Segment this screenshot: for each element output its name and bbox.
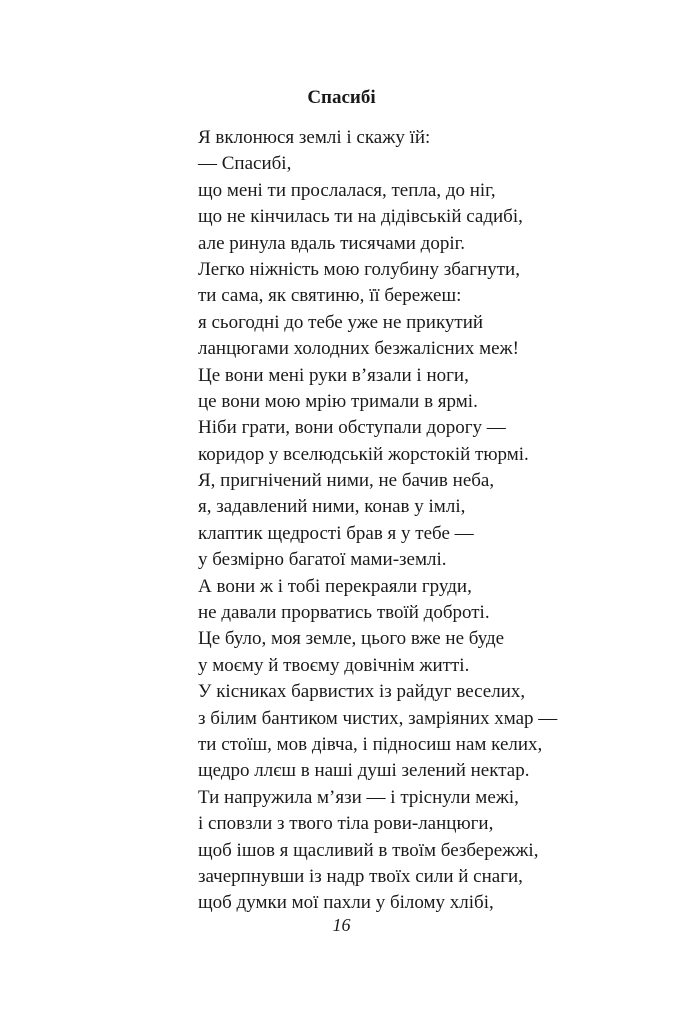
poem-line: щедро ллєш в наші душі зелений нектар. <box>198 760 530 782</box>
poem-line: Ти напружила м’язи — і тріснули межі, <box>198 786 519 808</box>
poem-line: що не кінчилась ти на дідівській садибі, <box>198 206 523 228</box>
poem-line: клаптик щедрості брав я у тебе — <box>198 522 474 544</box>
poem-line: ти сама, як святиню, її бережеш: <box>198 285 462 307</box>
poem-line: зачерпнувши із надр твоїх сили й снаги, <box>198 865 523 887</box>
poem-line: ти стоїш, мов дівча, і підносиш нам келих, <box>198 733 543 755</box>
poem-line: — Спасибі, <box>198 153 292 175</box>
page-number: 16 <box>332 915 351 935</box>
poem-line: ланцюгами холодних безжалісних меж! <box>198 338 519 360</box>
poem-line: не давали прорватись твоїй доброті. <box>198 602 490 624</box>
poem-line: Легко ніжність мою голубину збагнути, <box>198 258 520 280</box>
poem-line: у моєму й твоєму довічнім житті. <box>198 654 470 676</box>
poem-line: щоб думки мої пахли у білому хлібі, <box>198 892 494 914</box>
poem-line: Ніби грати, вони обступали дорогу — <box>198 417 506 439</box>
poem-body <box>198 125 668 917</box>
poem-line: У кісниках барвистих із райдуг веселих, <box>198 681 526 703</box>
poem-line: Це було, моя земле, цього вже не буде <box>198 628 505 650</box>
poem-line: з білим бантиком чистих, замріяних хмар — <box>198 707 558 729</box>
poem-line: я сьогодні до тебе уже не прикутий <box>198 311 484 333</box>
poem-line: Я вклонюся землі і скажу їй: <box>198 127 431 148</box>
poem-line: А вони ж і тобі перекраяли груди, <box>198 575 472 597</box>
poem-line: і сповзли з твого тіла рови-ланцюги, <box>198 813 494 835</box>
poem-line: Це вони мені руки в’язали і ноги, <box>198 364 469 386</box>
poem-line: у безмірно багатої мами-землі. <box>198 549 447 571</box>
poem-line: щоб ішов я щасливий в твоїм безбережжі, <box>198 839 539 861</box>
poem-line: що мені ти прослалася, тепла, до ніг, <box>198 179 496 201</box>
poem-line: але ринула вдаль тисячами доріг. <box>198 232 466 254</box>
poem-line: Я, пригнічений ними, не бачив неба, <box>198 470 495 492</box>
poem-line: це вони мою мрію тримали в ярмі. <box>198 390 478 412</box>
poem-line: я, задавлений ними, конав у імлі, <box>198 496 466 518</box>
poem-line: коридор у вселюдській жорстокій тюрмі. <box>198 443 529 465</box>
poem-title: Спасибі <box>307 87 376 108</box>
